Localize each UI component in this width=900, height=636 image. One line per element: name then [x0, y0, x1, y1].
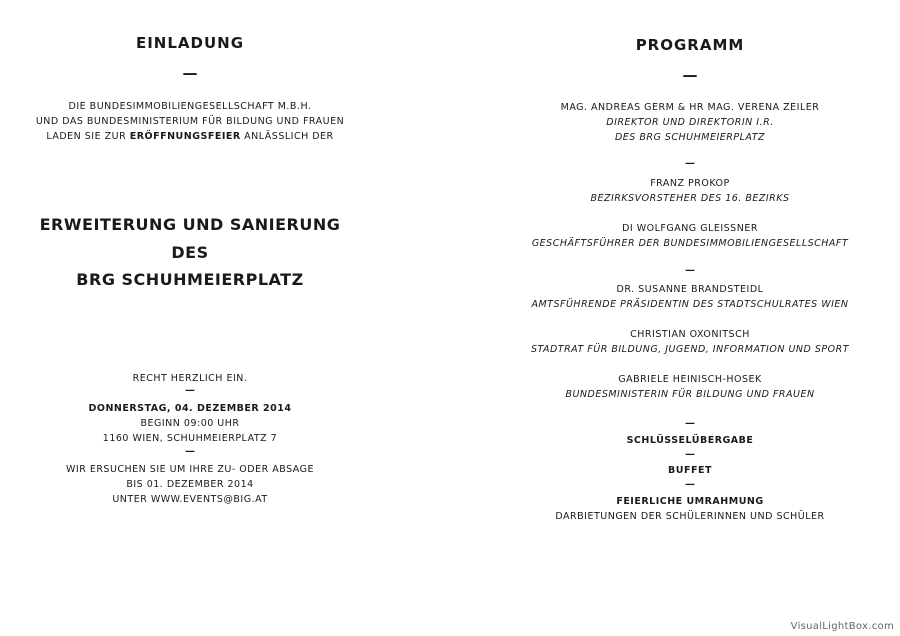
music-title: FEIERLICHE UMRAHMUNG [616, 496, 764, 507]
speaker-role: DES BRG SCHUHMEIERPLATZ [614, 132, 765, 143]
speaker-name: DR. SUSANNE BRANDSTEIDL [616, 284, 764, 295]
welcome-text: RECHT HERZLICH EIN. [132, 373, 248, 384]
event-address: 1160 WIEN, SCHUHMEIERPLATZ 7 [102, 433, 278, 444]
program-title: PROGRAMM [635, 36, 745, 54]
speaker-name: DI WOLFGANG GLEISSNER [622, 223, 758, 234]
intro-line-3-end: ANLÄSSLICH DER [240, 131, 334, 142]
buffet: BUFFET [668, 465, 712, 476]
intro-line-3 [0, 129, 380, 144]
intro-line-3-start: LADEN SIE ZUR [46, 131, 130, 142]
speaker-name: MAG. ANDREAS GERM & HR MAG. VERENA ZEILER [560, 102, 820, 113]
rsvp-line-2: BIS 01. DEZEMBER 2014 [126, 479, 254, 490]
invitation-title: EINLADUNG [135, 34, 245, 52]
divider-dash: — [685, 418, 695, 429]
divider-dash: — [182, 64, 198, 82]
event-heading-line-3: BRG SCHUHMEIERPLATZ [76, 270, 304, 289]
speaker-role: BUNDESMINISTERIN FÜR BILDUNG UND FRAUEN [565, 389, 815, 400]
event-date: DONNERSTAG, 04. DEZEMBER 2014 [88, 403, 292, 414]
divider-dash: — [685, 158, 695, 169]
intro-line-3-bold: ERÖFFNUNGSFEIER [129, 131, 241, 142]
speaker-name: CHRISTIAN OXONITSCH [630, 329, 750, 340]
divider-dash: — [685, 265, 695, 276]
rsvp-line-1: WIR ERSUCHEN SIE UM IHRE ZU- ODER ABSAGE [66, 464, 314, 475]
speaker-role: AMTSFÜHRENDE PRÄSIDENTIN DES STADTSCHULRATES WIEN [531, 299, 849, 310]
watermark: VisualLightBox.com [790, 621, 894, 632]
intro-line-1: DIE BUNDESIMMOBILIENGESELLSCHAFT M.B.H. [68, 101, 312, 112]
key-handover: SCHLÜSSELÜBERGABE [626, 435, 754, 446]
event-start-time: BEGINN 09:00 UHR [140, 418, 240, 429]
divider-dash: — [682, 66, 698, 84]
divider-dash: — [185, 385, 195, 396]
speaker-role: STADTRAT FÜR BILDUNG, JUGEND, INFORMATION UND SPORT [530, 344, 849, 355]
speaker-role: DIREKTOR UND DIREKTORIN I.R. [606, 117, 774, 128]
intro-line-2: UND DAS BUNDESMINISTERIUM FÜR BILDUNG UND FRAUEN [35, 116, 345, 127]
event-heading-line-2: DES [171, 243, 209, 262]
speaker-role: BEZIRKSVORSTEHER DES 16. BEZIRKS [590, 193, 790, 204]
speaker-name: GABRIELE HEINISCH-HOSEK [618, 374, 762, 385]
rsvp-line-3: UNTER WWW.EVENTS@BIG.AT [112, 494, 268, 505]
divider-dash: — [685, 479, 695, 490]
divider-dash: — [685, 449, 695, 460]
event-heading-line-1: ERWEITERUNG UND SANIERUNG [39, 215, 341, 234]
divider-dash: — [185, 446, 195, 457]
speaker-name: FRANZ PROKOP [650, 178, 730, 189]
speaker-role: GESCHÄFTSFÜHRER DER BUNDESIMMOBILIENGESELLSCHAFT [531, 238, 849, 249]
music-detail: DARBIETUNGEN DER SCHÜLERINNEN UND SCHÜLER [555, 511, 825, 522]
